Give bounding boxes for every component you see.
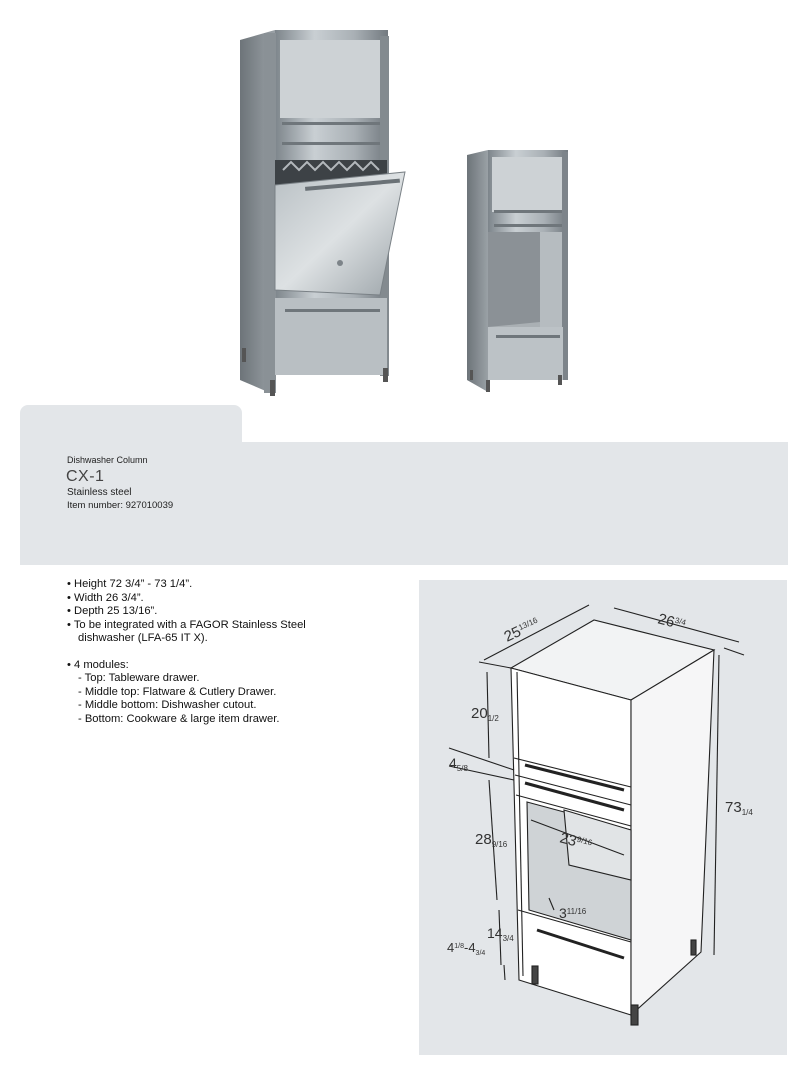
spec-spacer xyxy=(67,646,367,659)
svg-text:41/8-43/4 xyxy=(447,940,485,957)
dim-top-whole: 20 xyxy=(471,705,488,722)
dim-width-frac: 3/4 xyxy=(673,615,687,628)
modules-title: • 4 modules: xyxy=(67,658,129,671)
dim-cutout-h-frac: 9/16 xyxy=(491,840,508,849)
dim-cutout-height xyxy=(475,831,508,849)
product-model: CX-1 xyxy=(66,468,105,485)
spec-integration-cont: dishwasher (LFA-65 IT X). xyxy=(78,632,208,644)
dim-legs-b-frac: 3/4 xyxy=(475,950,486,957)
dim-depth-whole: 25 xyxy=(501,623,524,646)
dim-legs-a-frac: 1/8 xyxy=(454,943,464,950)
svg-text:2513/16 xyxy=(502,614,543,645)
product-item-number: Item number: 927010039 xyxy=(67,500,174,511)
dim-total-whole: 73 xyxy=(725,799,742,816)
dim-total-frac: 1/4 xyxy=(741,808,753,817)
svg-text:45/8 xyxy=(449,755,468,773)
dim-bottom-whole: 14 xyxy=(487,925,503,941)
dim-plinth-whole: 3 xyxy=(559,905,567,921)
dim-plinth-frac: 11/16 xyxy=(566,907,587,916)
svg-text:143/4 xyxy=(487,925,514,943)
module-item: - Bottom: Cookware & large item drawer. xyxy=(78,712,280,725)
dim-bottom-module xyxy=(487,925,514,943)
dim-cutout-d-whole: 23 xyxy=(557,829,579,851)
module-item: - Top: Tableware drawer. xyxy=(78,672,200,684)
product-material: Stainless steel xyxy=(67,487,132,498)
dim-midtop-frac: 5/8 xyxy=(456,764,468,773)
dim-midtop-whole: 4 xyxy=(449,755,457,771)
dim-depth xyxy=(502,614,543,645)
spec-list xyxy=(67,578,367,726)
svg-text:263/4 xyxy=(656,610,688,634)
module-item: - Middle bottom: Dishwasher cutout. xyxy=(78,699,257,711)
module-item: - Middle top: Flatware & Cutlery Drawer. xyxy=(78,685,277,698)
spec-height: • Height 72 3/4” - 73 1/4”. xyxy=(67,578,193,590)
dim-middle-top xyxy=(449,755,468,773)
dim-legs-b: 4 xyxy=(468,940,476,955)
dim-width-whole: 26 xyxy=(655,610,677,632)
svg-text:201/2 xyxy=(471,705,499,723)
dim-total-height xyxy=(725,799,753,817)
spec-width: • Width 26 3/4”. xyxy=(67,591,144,604)
dim-cutout-d-frac: 9/16 xyxy=(575,834,594,848)
spec-integration: • To be integrated with a FAGOR Stainless Steel xyxy=(67,618,306,631)
dimension-diagram xyxy=(419,580,787,1055)
dim-legs-sep: - xyxy=(463,940,469,955)
spec-depth: • Depth 25 13/16”. xyxy=(67,605,158,617)
dim-top-module xyxy=(471,705,499,723)
dimension-drawing xyxy=(419,580,787,1055)
product-category: Dishwasher Column xyxy=(67,455,148,465)
info-band-tab xyxy=(20,405,242,445)
dim-width xyxy=(656,610,688,634)
empty-column-photo xyxy=(467,150,568,392)
dim-depth-frac: 13/16 xyxy=(517,615,540,633)
svg-text:731/4 xyxy=(725,799,753,817)
dim-legs-a: 4 xyxy=(447,940,455,955)
dim-cutout-h-whole: 28 xyxy=(475,831,492,848)
svg-text:289/16 xyxy=(475,831,508,849)
dim-legs xyxy=(447,940,485,957)
dim-bottom-frac: 3/4 xyxy=(502,934,514,943)
dim-top-frac: 1/2 xyxy=(487,714,499,723)
dishwasher-column-photo xyxy=(240,30,405,396)
product-photos xyxy=(0,0,808,405)
